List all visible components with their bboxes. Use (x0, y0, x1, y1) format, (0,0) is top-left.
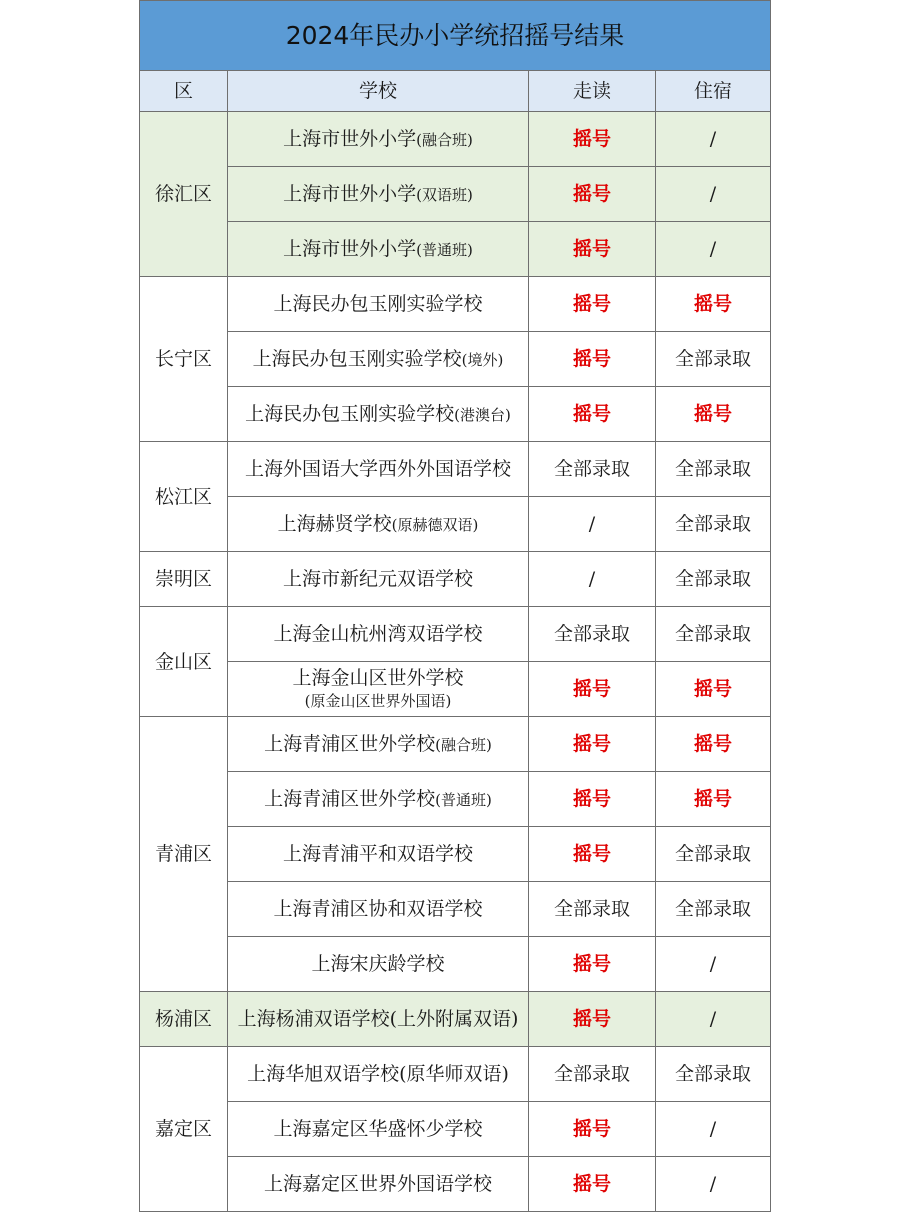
day-status-text: 摇号 (572, 733, 611, 755)
day-status (529, 442, 656, 497)
day-status-text: / (588, 513, 596, 535)
school-cell (228, 1157, 529, 1212)
day-status-text: 摇号 (572, 403, 611, 425)
day-status-text: 摇号 (572, 953, 611, 975)
board-status (656, 277, 771, 332)
school-name: 上海青浦区世外学校 (264, 787, 436, 810)
day-status (529, 167, 656, 222)
school-name: 上海赫贤学校 (277, 512, 392, 535)
table-row (140, 442, 771, 497)
table-row (140, 772, 771, 827)
day-status-text: 全部录取 (553, 898, 630, 920)
school-name: 上海宋庆龄学校 (311, 953, 445, 975)
school-name: 上海外国语大学西外外国语学校 (244, 458, 511, 480)
board-status (656, 827, 771, 882)
school-suffix: (原金山区世界外国语) (304, 691, 452, 710)
table-row (140, 992, 771, 1047)
school-name: 上海青浦区世外学校 (264, 732, 436, 755)
board-status-text: / (709, 1173, 717, 1195)
district-cell: 嘉定区 (140, 1047, 228, 1212)
board-status-text: / (709, 1118, 717, 1140)
table-row (140, 552, 771, 607)
board-status-text: 摇号 (693, 733, 732, 755)
board-status-text: 全部录取 (674, 513, 751, 535)
school-name: 上海市世外小学 (283, 237, 417, 260)
table-row (140, 1157, 771, 1212)
school-name: 上海金山区世外学校 (292, 666, 464, 689)
day-status (529, 827, 656, 882)
table-row (140, 937, 771, 992)
school-cell (228, 1102, 529, 1157)
board-status-text: 摇号 (693, 403, 732, 425)
school-suffix: (双语班) (416, 185, 473, 204)
table-row (140, 112, 771, 167)
header-board: 住宿 (656, 71, 771, 112)
day-status-text: 全部录取 (553, 458, 630, 480)
board-status (656, 1157, 771, 1212)
board-status-text: 全部录取 (674, 348, 751, 370)
day-status (529, 992, 656, 1047)
school-cell (228, 827, 529, 882)
school-name: 上海嘉定区华盛怀少学校 (273, 1118, 483, 1140)
day-status (529, 222, 656, 277)
school-name: 上海民办包玉刚实验学校 (273, 293, 483, 315)
school-cell (228, 552, 529, 607)
day-status (529, 607, 656, 662)
school-suffix: (普通班) (416, 240, 473, 259)
day-status (529, 882, 656, 937)
board-status (656, 772, 771, 827)
day-status (529, 277, 656, 332)
school-name: 上海市新纪元双语学校 (282, 568, 473, 590)
table-row (140, 717, 771, 772)
day-status-text: 摇号 (572, 1173, 611, 1195)
school-name: 上海青浦平和双语学校 (282, 843, 473, 865)
district-cell: 徐汇区 (140, 112, 228, 277)
school-cell (228, 717, 529, 772)
board-status (656, 717, 771, 772)
board-status (656, 1047, 771, 1102)
school-cell (228, 497, 529, 552)
board-status (656, 1102, 771, 1157)
board-status (656, 882, 771, 937)
header-district: 区 (140, 71, 228, 112)
day-status (529, 1047, 656, 1102)
day-status-text: 摇号 (572, 1008, 611, 1030)
day-status (529, 717, 656, 772)
board-status (656, 552, 771, 607)
district-cell: 青浦区 (140, 717, 228, 992)
table-row (140, 167, 771, 222)
district-cell: 松江区 (140, 442, 228, 552)
table-row (140, 827, 771, 882)
board-status (656, 937, 771, 992)
day-status-text: 全部录取 (553, 623, 630, 645)
day-status-text: 摇号 (572, 128, 611, 150)
board-status-text: 全部录取 (674, 898, 751, 920)
board-status (656, 167, 771, 222)
board-status (656, 112, 771, 167)
district-cell: 崇明区 (140, 552, 228, 607)
table-row (140, 497, 771, 552)
day-status (529, 332, 656, 387)
board-status-text: 摇号 (693, 788, 732, 810)
board-status (656, 442, 771, 497)
table-row (140, 1047, 771, 1102)
day-status-text: 摇号 (572, 1118, 611, 1140)
header-school: 学校 (228, 71, 529, 112)
board-status-text: 全部录取 (674, 843, 751, 865)
board-status-text: / (709, 128, 717, 150)
school-name: 上海杨浦双语学校(上外附属双语) (237, 1008, 519, 1030)
school-suffix: (融合班) (416, 130, 473, 149)
day-status-text: 摇号 (572, 293, 611, 315)
school-cell (228, 277, 529, 332)
day-status (529, 1102, 656, 1157)
board-status-text: 全部录取 (674, 1063, 751, 1085)
header-day: 走读 (529, 71, 656, 112)
school-cell (228, 607, 529, 662)
day-status (529, 937, 656, 992)
table-row (140, 1102, 771, 1157)
school-cell (228, 387, 529, 442)
day-status-text: 摇号 (572, 238, 611, 260)
school-cell (228, 222, 529, 277)
day-status-text: 摇号 (572, 183, 611, 205)
table-row (140, 332, 771, 387)
day-status-text: 摇号 (572, 348, 611, 370)
school-name: 上海市世外小学 (283, 182, 417, 205)
school-name: 上海嘉定区世界外国语学校 (263, 1173, 492, 1195)
board-status (656, 607, 771, 662)
school-name: 上海华旭双语学校(原华师双语) (247, 1063, 509, 1085)
day-status-text: 摇号 (572, 678, 611, 700)
day-status (529, 497, 656, 552)
table-row (140, 387, 771, 442)
day-status-text: / (588, 568, 596, 590)
board-status (656, 222, 771, 277)
table-row (140, 882, 771, 937)
board-status-text: / (709, 238, 717, 260)
school-name: 上海民办包玉刚实验学校 (252, 347, 462, 370)
table-row (140, 222, 771, 277)
board-status-text: 全部录取 (674, 568, 751, 590)
school-name: 上海青浦区协和双语学校 (273, 898, 483, 920)
school-cell (228, 992, 529, 1047)
district-cell: 长宁区 (140, 277, 228, 442)
day-status-text: 摇号 (572, 788, 611, 810)
school-cell (228, 112, 529, 167)
board-status (656, 332, 771, 387)
school-suffix: (港澳台) (454, 405, 511, 424)
day-status (529, 552, 656, 607)
school-cell (228, 332, 529, 387)
board-status-text: 全部录取 (674, 458, 751, 480)
board-status (656, 497, 771, 552)
day-status (529, 772, 656, 827)
school-cell (228, 937, 529, 992)
table-row (140, 277, 771, 332)
school-name: 上海民办包玉刚实验学校 (245, 402, 455, 425)
day-status (529, 662, 656, 717)
day-status (529, 387, 656, 442)
board-status-text: 全部录取 (674, 623, 751, 645)
school-suffix: (普通班) (435, 790, 492, 809)
board-status (656, 992, 771, 1047)
table-title: 2024年民办小学统招摇号结果 (140, 1, 771, 71)
school-name: 上海金山杭州湾双语学校 (273, 623, 483, 645)
board-status-text: / (709, 1008, 717, 1030)
board-status-text: 摇号 (693, 678, 732, 700)
school-cell (228, 882, 529, 937)
board-status-text: / (709, 953, 717, 975)
school-cell (228, 772, 529, 827)
board-status-text: 摇号 (693, 293, 732, 315)
school-cell (228, 442, 529, 497)
board-status-text: / (709, 183, 717, 205)
school-suffix: (融合班) (435, 735, 492, 754)
table-row (140, 662, 771, 717)
day-status-text: 全部录取 (553, 1063, 630, 1085)
day-status (529, 1157, 656, 1212)
day-status (529, 112, 656, 167)
board-status (656, 662, 771, 717)
school-suffix: (境外) (461, 350, 504, 369)
district-cell: 杨浦区 (140, 992, 228, 1047)
school-name: 上海市世外小学 (283, 127, 417, 150)
results-table (139, 0, 771, 1212)
school-cell (228, 1047, 529, 1102)
school-cell (228, 167, 529, 222)
table-row (140, 607, 771, 662)
school-suffix: (原赫德双语) (391, 515, 479, 534)
day-status-text: 摇号 (572, 843, 611, 865)
district-cell: 金山区 (140, 607, 228, 717)
board-status (656, 387, 771, 442)
school-cell (228, 662, 529, 717)
